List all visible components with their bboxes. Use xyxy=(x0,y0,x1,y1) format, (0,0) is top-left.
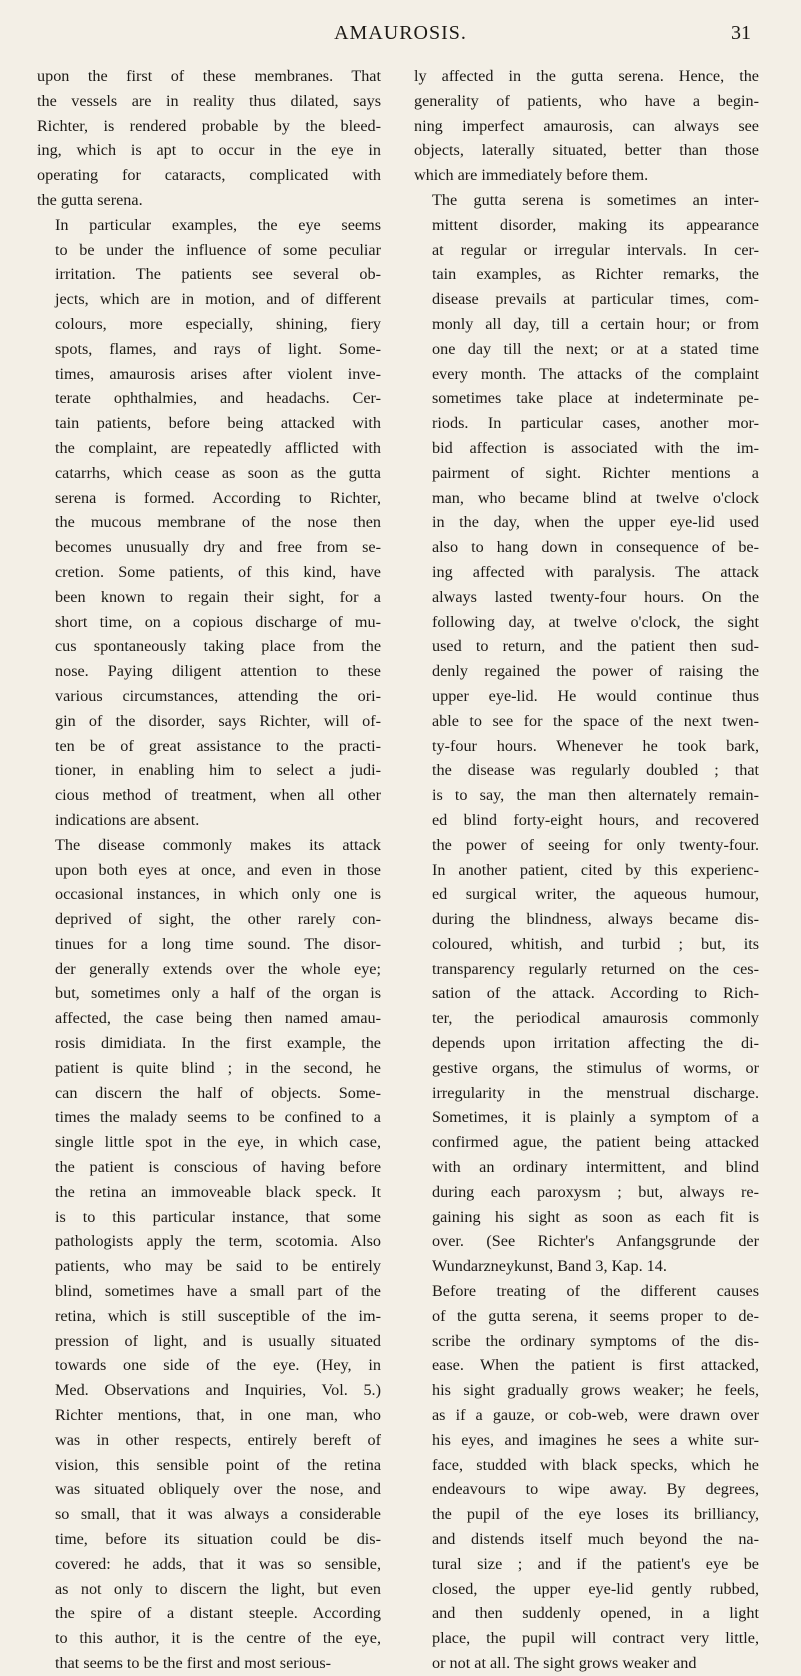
text-line: ing, which is apt to occur in the eye in xyxy=(37,141,381,160)
text-line: The gutta serena is sometimes an inter- xyxy=(432,190,759,209)
text-line: ed surgical writer, the aqueous humour, xyxy=(432,885,759,904)
text-line: every month. The attacks of the complaint xyxy=(432,364,759,383)
text-line: jects, which are in motion, and of different xyxy=(55,290,381,309)
text-line: used to return, and the patient then sud- xyxy=(432,637,759,656)
text-line: his sight gradually grows weaker; he feels, xyxy=(432,1381,759,1400)
text-line: man, who became blind at twelve o'clock xyxy=(432,488,759,507)
text-line: towards one side of the eye. (Hey, in xyxy=(55,1356,381,1375)
text-line: Before treating of the different causes xyxy=(432,1282,759,1301)
text-line: ly affected in the gutta serena. Hence, the xyxy=(414,67,759,85)
right-column xyxy=(414,64,759,1676)
page-header xyxy=(0,22,801,52)
text-line: as if a gauze, or cob-web, were drawn over xyxy=(432,1406,759,1425)
text-line: ed blind forty-eight hours, and recovered xyxy=(432,810,759,829)
text-line: was situated obliquely over the nose, and xyxy=(55,1480,381,1499)
text-line: tinues for a long time sound. The disor- xyxy=(55,934,381,953)
text-line: pression of light, and is usually situated xyxy=(55,1331,381,1350)
text-line: The disease commonly makes its attack xyxy=(55,835,381,854)
text-line: over. (See Richter's Anfangsgrunde der xyxy=(432,1232,759,1251)
text-line: tain examples, as Richter remarks, the xyxy=(432,265,759,284)
text-line: at regular or irregular intervals. In cer- xyxy=(432,240,759,259)
paragraph xyxy=(414,1279,759,1676)
text-line: denly regained the power of raising the xyxy=(432,662,759,681)
text-line: pathologists apply the term, scotomia. Also xyxy=(55,1232,381,1251)
text-line: always lasted twenty-four hours. On the xyxy=(432,587,759,606)
text-line: objects, laterally situated, better than those xyxy=(414,141,759,160)
text-line: gestive organs, the stimulus of worms, or xyxy=(432,1058,759,1077)
text-line: the spire of a distant steeple. According xyxy=(55,1604,381,1623)
text-line: can discern the half of objects. Some- xyxy=(55,1083,381,1102)
text-line: the complaint, are repeatedly afflicted with xyxy=(55,438,381,457)
text-line: the pupil of the eye loses its brilliancy, xyxy=(432,1505,759,1524)
text-line: In particular examples, the eye seems xyxy=(55,215,381,234)
text-line: irritation. The patients see several ob- xyxy=(55,265,381,284)
text-line: blind, sometimes have a small part of the xyxy=(55,1282,381,1301)
text-line: transparency regularly returned on the ces- xyxy=(432,959,759,978)
text-line: ten be of great assistance to the practi- xyxy=(55,736,381,755)
text-line: of the gutta serena, it seems proper to de- xyxy=(432,1306,759,1325)
text-line: been known to regain their sight, for a xyxy=(55,587,381,606)
text-line: sation of the attack. According to Rich- xyxy=(432,984,759,1003)
text-line: various circumstances, attending the ori- xyxy=(55,686,381,705)
text-line: disease prevails at particular times, com- xyxy=(432,290,759,309)
text-line: was in other respects, entirely bereft of xyxy=(55,1430,381,1449)
text-line: or not at all. The sight grows weaker and xyxy=(432,1654,697,1672)
text-line: catarrhs, which cease as soon as the gutta xyxy=(55,463,381,482)
text-line: the power of seeing for only twenty-four. xyxy=(432,835,759,854)
text-line: gaining his sight as soon as each fit is xyxy=(432,1207,759,1226)
text-line: short time, on a copious discharge of mu- xyxy=(55,612,381,631)
text-line: patient is quite blind ; in the second, he xyxy=(55,1058,381,1077)
text-line: that seems to be the first and most serious- xyxy=(55,1654,332,1672)
text-line: der generally extends over the whole eye; xyxy=(55,959,381,978)
text-line: the disease was regularly doubled ; that xyxy=(432,761,759,780)
text-line: Med. Observations and Inquiries, Vol. 5.) xyxy=(55,1381,381,1400)
text-line: ter, the periodical amaurosis commonly xyxy=(432,1009,759,1028)
text-line: times, amaurosis arises after violent inve- xyxy=(55,364,381,383)
text-line: terate ophthalmies, and headachs. Cer- xyxy=(55,389,381,408)
text-line: becomes unusually dry and free from se- xyxy=(55,538,381,557)
running-title: AMAUROSIS. xyxy=(334,22,467,44)
text-line: monly all day, till a certain hour; or from xyxy=(432,314,759,333)
text-line: operating for cataracts, complicated with xyxy=(37,166,381,185)
paragraph xyxy=(37,833,381,1676)
text-line: In another patient, cited by this experienc- xyxy=(432,860,759,879)
text-line: with an ordinary intermittent, and blind xyxy=(432,1158,759,1177)
text-line: tain patients, before being attacked with xyxy=(55,414,381,433)
text-line: also to hang down in consequence of be- xyxy=(432,538,759,557)
text-line: retina, which is still susceptible of the im- xyxy=(55,1306,381,1325)
text-line: cus spontaneously taking place from the xyxy=(55,637,381,656)
text-line: the patient is conscious of having before xyxy=(55,1158,381,1177)
text-line: upon the first of these membranes. That xyxy=(37,67,381,85)
text-line: Wundarzneykunst, Band 3, Kap. 14. xyxy=(432,1257,667,1276)
text-line: endeavours to wipe away. By degrees, xyxy=(432,1480,759,1499)
text-line: nose. Paying diligent attention to these xyxy=(55,662,381,681)
text-line: in the day, when the upper eye-lid used xyxy=(432,513,759,532)
text-line: as not only to discern the light, but even xyxy=(55,1579,381,1598)
paragraph xyxy=(414,188,759,1279)
text-line: generality of patients, who have a begin- xyxy=(414,91,759,110)
text-line: is to say, the man then alternately remain- xyxy=(432,786,759,805)
text-line: ease. When the patient is first attacked, xyxy=(432,1356,759,1375)
text-line: depends upon irritation affecting the di- xyxy=(432,1034,759,1053)
text-line: deprived of sight, the other rarely con- xyxy=(55,910,381,929)
text-line: so small, that it was always a considerable xyxy=(55,1505,381,1524)
text-line: during the blindness, always became dis- xyxy=(432,910,759,929)
text-line: patients, who may be said to be entirely xyxy=(55,1257,381,1276)
text-line: to be under the influence of some peculiar xyxy=(55,240,381,259)
text-line: serena is formed. According to Richter, xyxy=(55,488,381,507)
text-line: one day till the next; or at a stated time xyxy=(432,339,759,358)
text-line: the retina an immoveable black speck. It xyxy=(55,1182,381,1201)
text-line: the gutta serena. xyxy=(37,190,143,209)
text-line: but, sometimes only a half of the organ is xyxy=(55,984,381,1003)
text-line: sometimes take place at indeterminate pe- xyxy=(432,389,759,408)
text-line: pairment of sight. Richter mentions a xyxy=(432,463,759,482)
text-line: Richter, is rendered probable by the bleed- xyxy=(37,116,381,135)
text-line: to this author, it is the centre of the eye, xyxy=(55,1629,381,1648)
text-line: cious method of treatment, when all other xyxy=(55,786,381,805)
text-line: upper eye-lid. He would continue thus xyxy=(432,686,759,705)
left-column xyxy=(37,64,381,1676)
text-line: ing affected with paralysis. The attack xyxy=(432,562,759,581)
text-line: gin of the disorder, says Richter, will of- xyxy=(55,711,381,730)
text-line: which are immediately before them. xyxy=(414,166,649,185)
text-line: face, studded with black specks, which he xyxy=(432,1455,759,1474)
text-line: and distends itself much beyond the na- xyxy=(432,1530,759,1549)
text-line: upon both eyes at once, and even in those xyxy=(55,860,381,879)
text-line: ning imperfect amaurosis, can always see xyxy=(414,116,759,135)
text-line: time, before its situation could be dis- xyxy=(55,1530,381,1549)
text-line: tural size ; and if the patient's eye be xyxy=(432,1554,759,1573)
text-line: Sometimes, it is plainly a symptom of a xyxy=(432,1108,759,1127)
paragraph xyxy=(37,64,381,213)
text-line: place, the pupil will contract very little, xyxy=(432,1629,759,1648)
text-line: cretion. Some patients, of this kind, have xyxy=(55,562,381,581)
text-line: confirmed ague, the patient being attacked xyxy=(432,1133,759,1152)
text-line: riods. In particular cases, another mor- xyxy=(432,414,759,433)
text-line: affected, the case being then named amau- xyxy=(55,1009,381,1028)
text-line: coloured, whitish, and turbid ; but, its xyxy=(432,934,759,953)
text-line: vision, this sensible point of the retina xyxy=(55,1455,381,1474)
text-line: single little spot in the eye, in which case, xyxy=(55,1133,381,1152)
text-line: indications are absent. xyxy=(55,810,200,829)
text-line: mittent disorder, making its appearance xyxy=(432,215,759,234)
text-line: and then suddenly opened, in a light xyxy=(432,1604,759,1623)
paragraph xyxy=(37,213,381,833)
text-line: covered: he adds, that it was so sensible, xyxy=(55,1554,381,1573)
text-line: irregularity in the menstrual discharge. xyxy=(432,1083,759,1102)
text-line: during each paroxysm ; but, always re- xyxy=(432,1182,759,1201)
text-line: tioner, in enabling him to select a judi- xyxy=(55,761,381,780)
text-line: his eyes, and imagines he sees a white sur- xyxy=(432,1430,759,1449)
text-line: rosis dimidiata. In the first example, the xyxy=(55,1034,381,1053)
text-line: is to this particular instance, that some xyxy=(55,1207,381,1226)
paragraph xyxy=(414,64,759,188)
text-line: spots, flames, and rays of light. Some- xyxy=(55,339,381,358)
text-line: the vessels are in reality thus dilated, says xyxy=(37,91,381,110)
text-line: able to see for the space of the next twen- xyxy=(432,711,759,730)
text-line: occasional instances, in which only one is xyxy=(55,885,381,904)
text-line: the mucous membrane of the nose then xyxy=(55,513,381,532)
text-line: ty-four hours. Whenever he took bark, xyxy=(432,736,759,755)
text-line: closed, the upper eye-lid gently rubbed, xyxy=(432,1579,759,1598)
text-line: bid affection is associated with the im- xyxy=(432,438,759,457)
text-line: Richter mentions, that, in one man, who xyxy=(55,1406,381,1425)
text-line: scribe the ordinary symptoms of the dis- xyxy=(432,1331,759,1350)
page-number: 31 xyxy=(731,22,751,44)
text-line: following day, at twelve o'clock, the sight xyxy=(432,612,759,631)
text-line: colours, more especially, shining, fiery xyxy=(55,314,381,333)
text-line: times the malady seems to be confined to a xyxy=(55,1108,381,1127)
